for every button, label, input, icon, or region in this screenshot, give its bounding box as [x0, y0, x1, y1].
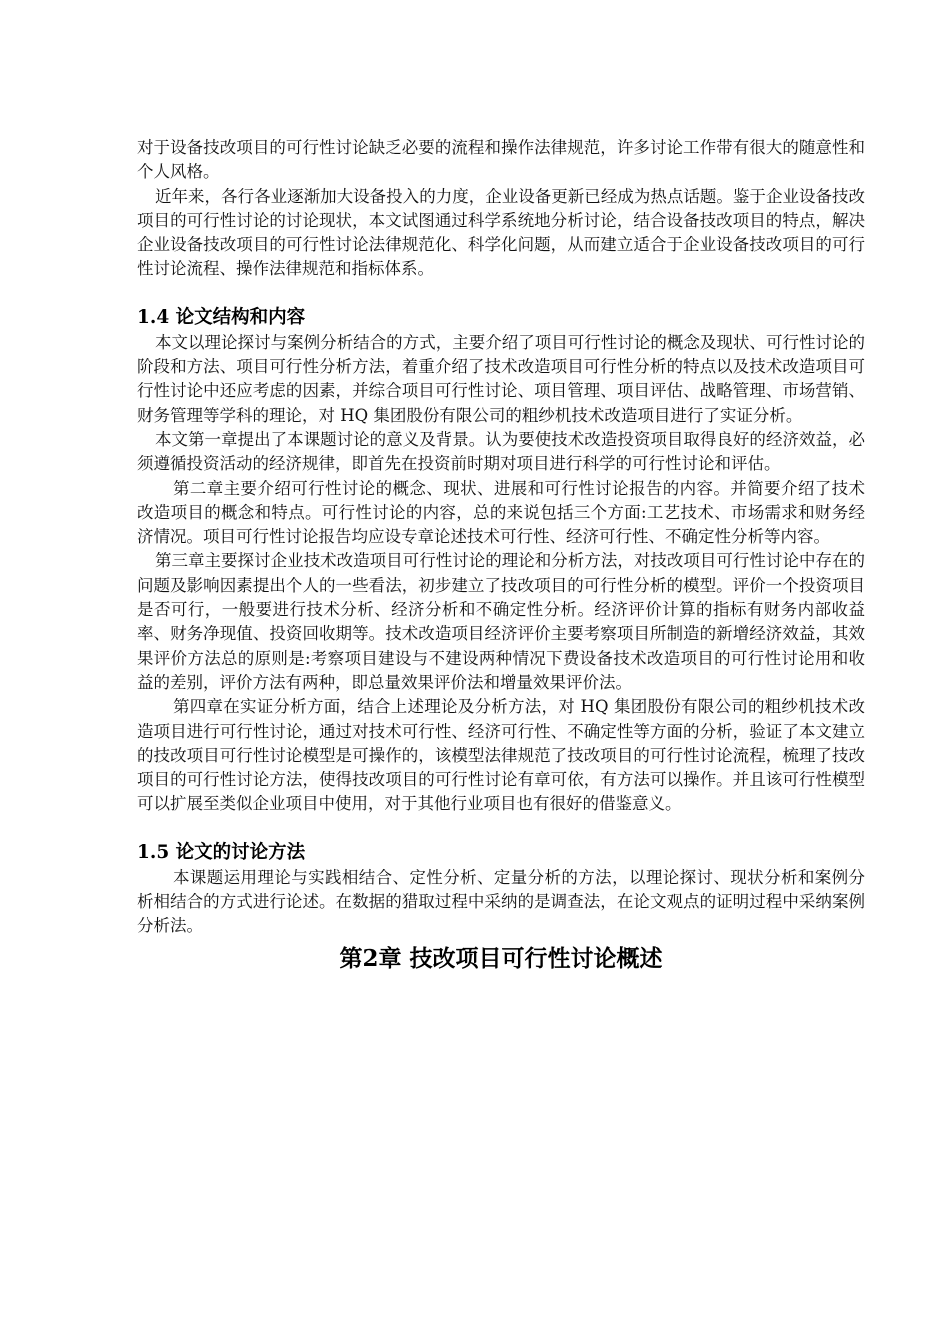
paragraph-chapter-one: 本文第一章提出了本课题讨论的意义及背景。认为要使技术改造投资项目取得良好的经济效益，必须遵循投资活动的经济规律，即首先在投资前时期对项目进行科学的可行性讨论和评估。: [137, 429, 865, 474]
chapter-title: 第2章 技改项目可行性讨论概述: [339, 944, 663, 972]
paragraph-methods: 本课题运用理论与实践相结合、定性分析、定量分析的方法，以理论探讨、现状分析和案例分析相结合的方式进行论述。在数据的猎取过程中采纳的是调查法，在论文观点的证明过程中采纳案例分析法。: [137, 867, 865, 936]
paragraph-chapter-two: 第二章主要介绍可行性讨论的概念、现状、进展和可行性讨论报告的内容。并简要介绍了技术改造项目的概念和特点。可行性讨论的内容，总的来说包括三个方面:工艺技术、市场需求和财务经济情况。项目可行性讨论报告均应设专章论述技术可行性、经济可行性、不确定性分析等内容。: [137, 478, 865, 547]
paragraph-chapter-four: 第四章在实证分析方面，结合上述理论及分析方法，对 HQ 集团股份有限公司的粗纱机技术改造项目进行可行性讨论，通过对技术可行性、经济可行性、不确定性等方面的分析，验证了本文建立的技改项目可行性讨论模型是可操作的，该模型法律规范了技改项目的可行性讨论流程，梳理了技改项目的可行性讨论方法，使得技改项目的可行性讨论有章可依，有方法可以操作。并且该可行性模型可以扩展至类似企业项目中使用，对于其他行业项目也有很好的借鉴意义。: [137, 697, 865, 814]
paragraph-recent-years: 近年来，各行各业逐渐加大设备投入的力度，企业设备更新已经成为热点话题。鉴于企业设备技改项目的可行性讨论的讨论现状，本文试图通过科学系统地分析讨论，结合设备技改项目的特点，解决企业设备技改项目的可行性讨论法律规范化、科学化问题，从而建立适合于企业设备技改项目的可行性讨论流程、操作法律规范和指标体系。: [137, 186, 865, 279]
document-body: [137, 136, 865, 976]
section-heading-1-4: 1.4 论文结构和内容: [137, 306, 306, 328]
section-heading-1-5: 1.5 论文的讨论方法: [137, 841, 306, 863]
paragraph-chapter-three: 第三章主要探讨企业技术改造项目可行性讨论的理论和分析方法，对技改项目可行性讨论中存在的问题及影响因素提出个人的一些看法，初步建立了技改项目的可行性分析的模型。评价一个投资项目是否可行，一般要进行技术分析、经济分析和不确定性分析。经济评价计算的指标有财务内部收益率、财务净现值、投资回收期等。技术改造项目经济评价主要考察项目所制造的新增经济效益，其效果评价方法总的原则是:考察项目建设与不建设两种情况下费设备技术改造项目的可行性讨论用和收益的差别，评价方法有两种，即总量效果评价法和增量效果评价法。: [137, 551, 865, 692]
paragraph-structure-overview: 本文以理论探讨与案例分析结合的方式，主要介绍了项目可行性讨论的概念及现状、可行性讨论的阶段和方法、项目可行性分析方法，着重介绍了技术改造项目可行性分析的特点以及技术改造项目可行性讨论中还应考虑的因素，并综合项目可行性讨论、项目管理、项目评估、战略管理、市场营销、财务管理等学科的理论，对 HQ 集团股份有限公司的粗纱机技术改造项目进行了实证分析。: [137, 332, 865, 425]
paragraph-intro-tail: 对于设备技改项目的可行性讨论缺乏必要的流程和操作法律规范，许多讨论工作带有很大的随意性和个人风格。: [137, 138, 865, 182]
